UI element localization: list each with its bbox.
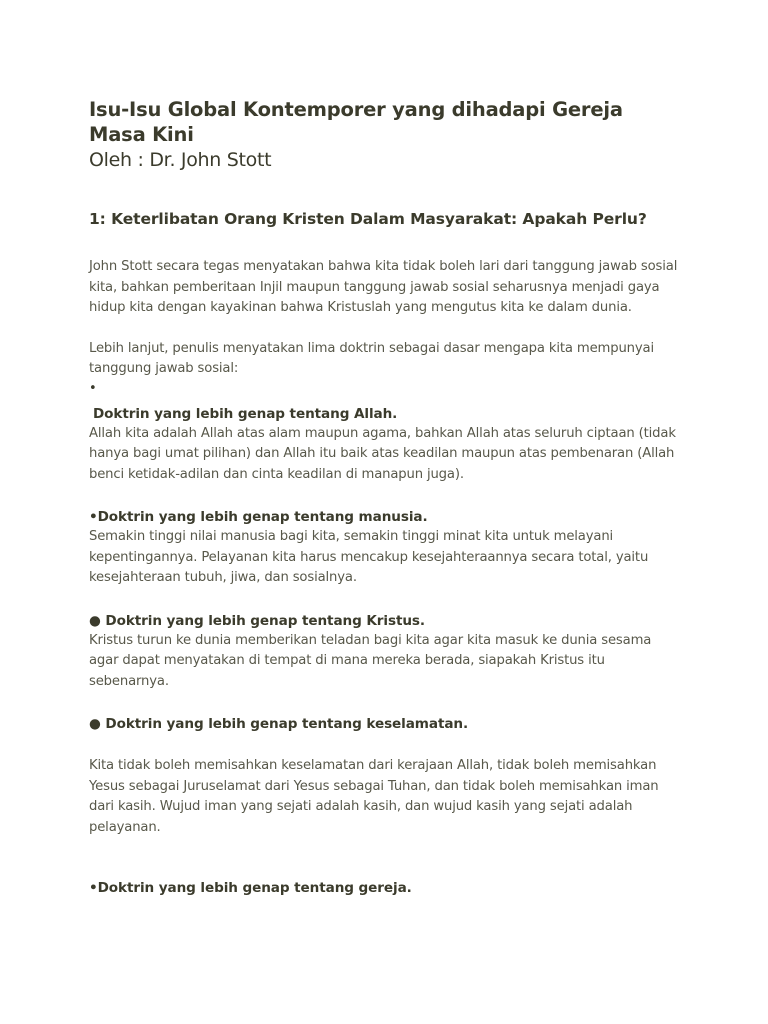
doctrine-body: Semakin tinggi nilai manusia bagi kita, semakin tinggi minat kita untuk melayani kepentingannya. Pelayanan kita harus mencakup kesejahteraannya secara total, yaitu kesejahteraan tubuh, jiwa, dan sosialnya. <box>89 529 649 585</box>
doctrine-title-text: Doktrin yang lebih genap tentang keselamatan. <box>105 716 469 732</box>
doctrine-title-text: Doktrin yang lebih genap tentang manusia. <box>97 509 428 525</box>
doctrine-item <box>89 507 679 589</box>
doctrine-item <box>89 611 679 693</box>
doctrine-title <box>89 714 679 734</box>
doctrine-item <box>89 714 679 838</box>
doctrine-title <box>89 507 679 527</box>
intro-paragraph: John Stott secara tegas menyatakan bahwa kita tidak boleh lari dari tanggung jawab sosial kita, bahkan pemberitaan Injil maupun tanggung jawab sosial seharusnya menjadi gaya hidup kita dengan kayakinan bahwa Kristuslah yang mengutus kita ke dalam dunia. <box>89 259 678 315</box>
document-title: Isu-Isu Global Kontemporer yang dihadapi Gereja Masa Kini <box>89 98 623 146</box>
doctrine-title-text: Doktrin yang lebih genap tentang Allah. <box>93 405 398 422</box>
doctrine-title-text: Doktrin yang lebih genap tentang gereja. <box>97 880 412 896</box>
doctrine-item <box>89 404 679 486</box>
doctrine-body: Kristus turun ke dunia memberikan teladan bagi kita agar kita masuk ke dunia sesama agar dapat menyatakan di tempat di mana mereka berada, siapakah Kristus itu sebenarnya. <box>89 632 652 689</box>
doctrine-title <box>89 611 679 631</box>
bullet-marker: • <box>89 509 98 525</box>
doctrine-body: Kita tidak boleh memisahkan keselamatan dari kerajaan Allah, tidak boleh memisahkan Yesus sebagai Juruselamat dari Yesus sebagai Tuhan, dan tidak boleh memisahkan iman dari kasih. Wujud iman yang sejati adalah kasih, dan wujud kasih yang sejati adalah pelayanan. <box>89 758 659 835</box>
bullet-marker: • <box>89 880 98 896</box>
bullet-marker: ● <box>89 716 101 732</box>
doctrine-title-text: Doktrin yang lebih genap tentang Kristus. <box>105 612 425 629</box>
bullet-marker: • <box>89 380 97 396</box>
lead-paragraph: Lebih lanjut, penulis menyatakan lima doktrin sebagai dasar mengapa kita mempunyai tanggung jawab sosial: <box>89 340 654 376</box>
bullet-marker: ● <box>89 612 101 629</box>
section-heading: 1: Keterlibatan Orang Kristen Dalam Masyarakat: Apakah Perlu? <box>89 210 647 228</box>
document-page <box>89 97 679 898</box>
document-author: Oleh : Dr. John Stott <box>89 149 272 171</box>
doctrine-body: Allah kita adalah Allah atas alam maupun agama, bahkan Allah atas seluruh ciptaan (tidak hanya bagi umat pilihan) dan Allah itu baik atas keadilan maupun atas pembenaran (Allah benci ketidak-adilan dan cinta keadilan di manapun juga). <box>89 425 676 482</box>
doctrine-title <box>89 404 679 424</box>
doctrine-item <box>89 878 679 898</box>
doctrine-title <box>89 878 679 898</box>
